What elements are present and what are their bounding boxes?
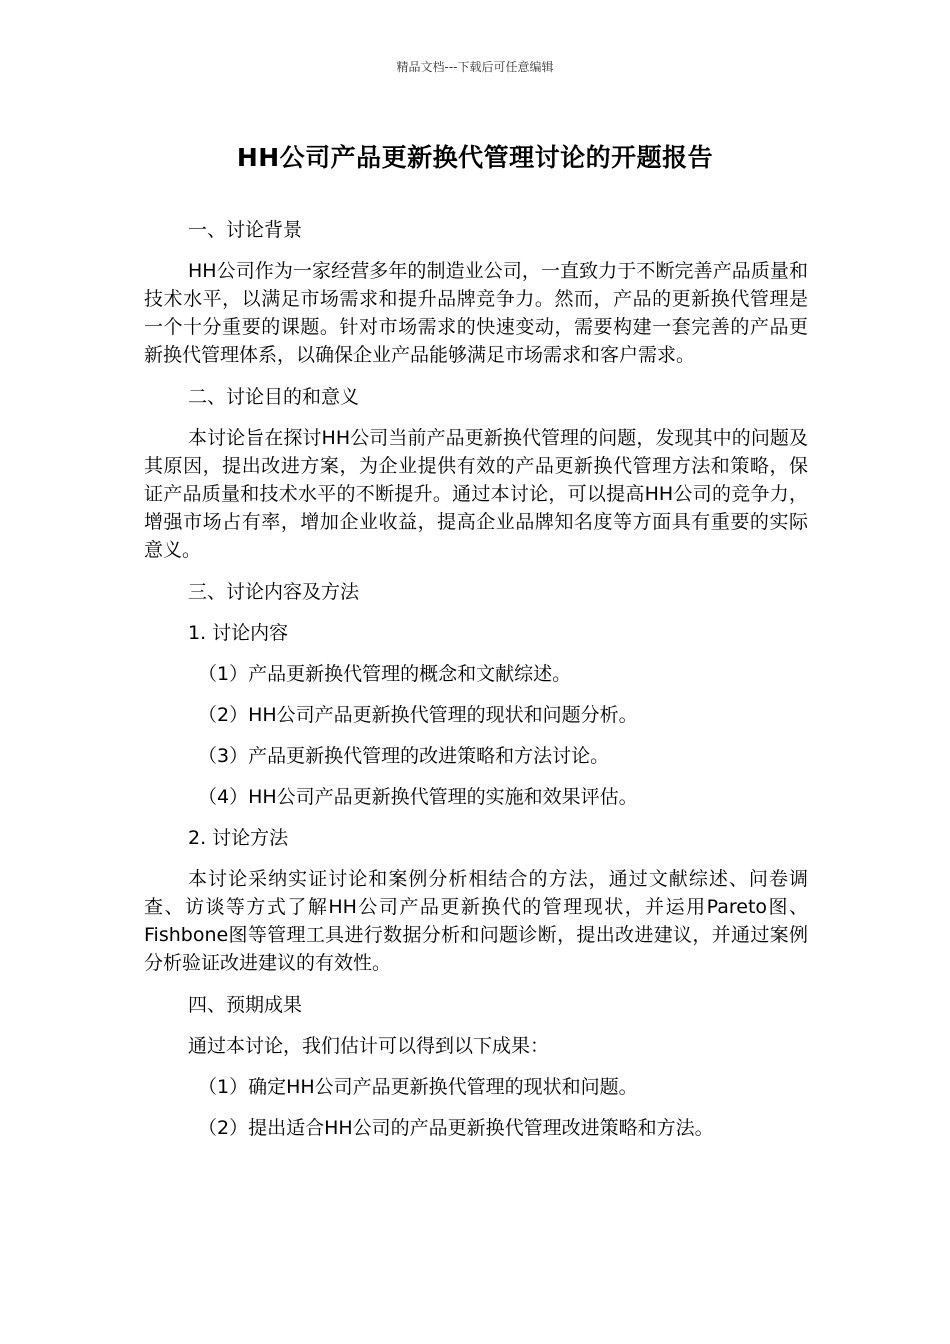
list-item: （1）确定HH公司产品更新换代管理的现状和问题。 — [198, 1076, 638, 1098]
section-heading-background: 一、讨论背景 — [188, 219, 303, 241]
paragraph-expected-intro: 通过本讨论，我们估计可以得到以下成果： — [188, 1035, 550, 1057]
list-item: （4）HH公司产品更新换代管理的实施和效果评估。 — [198, 786, 638, 808]
document-body — [144, 216, 808, 1155]
list-item: （3）产品更新换代管理的改进策略和方法讨论。 — [198, 745, 610, 767]
section-heading-expected-results: 四、预期成果 — [188, 994, 303, 1016]
paragraph-method: 本讨论采纳实证讨论和案例分析相结合的方法，通过文献综述、问卷调查、访谈等方式了解HH公司产品更新换代的管理现状，并运用Pareto图、Fishbone图等管理工具进行数据分析和问题诊断，提出改进建议，并通过案例分析验证改进建议的有效性。 — [144, 868, 808, 974]
header-note: 精品文档---下载后可任意编辑 — [396, 60, 554, 74]
paragraph-background: HH公司作为一家经营多年的制造业公司，一直致力于不断完善产品质量和技术水平，以满足市场需求和提升品牌竞争力。然而，产品的更新换代管理是一个十分重要的课题。针对市场需求的快速变动，需要构建一套完善的产品更新换代管理体系，以确保企业产品能够满足市场需求和客户需求。 — [144, 260, 808, 366]
subheading-method: 2. 讨论方法 — [188, 827, 289, 849]
section-heading-purpose: 二、讨论目的和意义 — [188, 386, 360, 408]
paragraph-purpose: 本讨论旨在探讨HH公司当前产品更新换代管理的问题，发现其中的问题及其原因，提出改进方案，为企业提供有效的产品更新换代管理方法和策略，保证产品质量和技术水平的不断提升。通过本讨论，可以提高HH公司的竞争力，增强市场占有率，增加企业收益，提高企业品牌知名度等方面具有重要的实际意义。 — [144, 427, 808, 561]
list-item: （2）HH公司产品更新换代管理的现状和问题分析。 — [198, 704, 638, 726]
subheading-content: 1. 讨论内容 — [188, 622, 289, 644]
document-title: HH公司产品更新换代管理讨论的开题报告 — [236, 143, 714, 172]
list-item: （2）提出适合HH公司的产品更新换代管理改进策略和方法。 — [198, 1117, 714, 1139]
list-item: （1）产品更新换代管理的概念和文献综述。 — [198, 663, 572, 685]
section-heading-content-method: 三、讨论内容及方法 — [188, 581, 360, 603]
